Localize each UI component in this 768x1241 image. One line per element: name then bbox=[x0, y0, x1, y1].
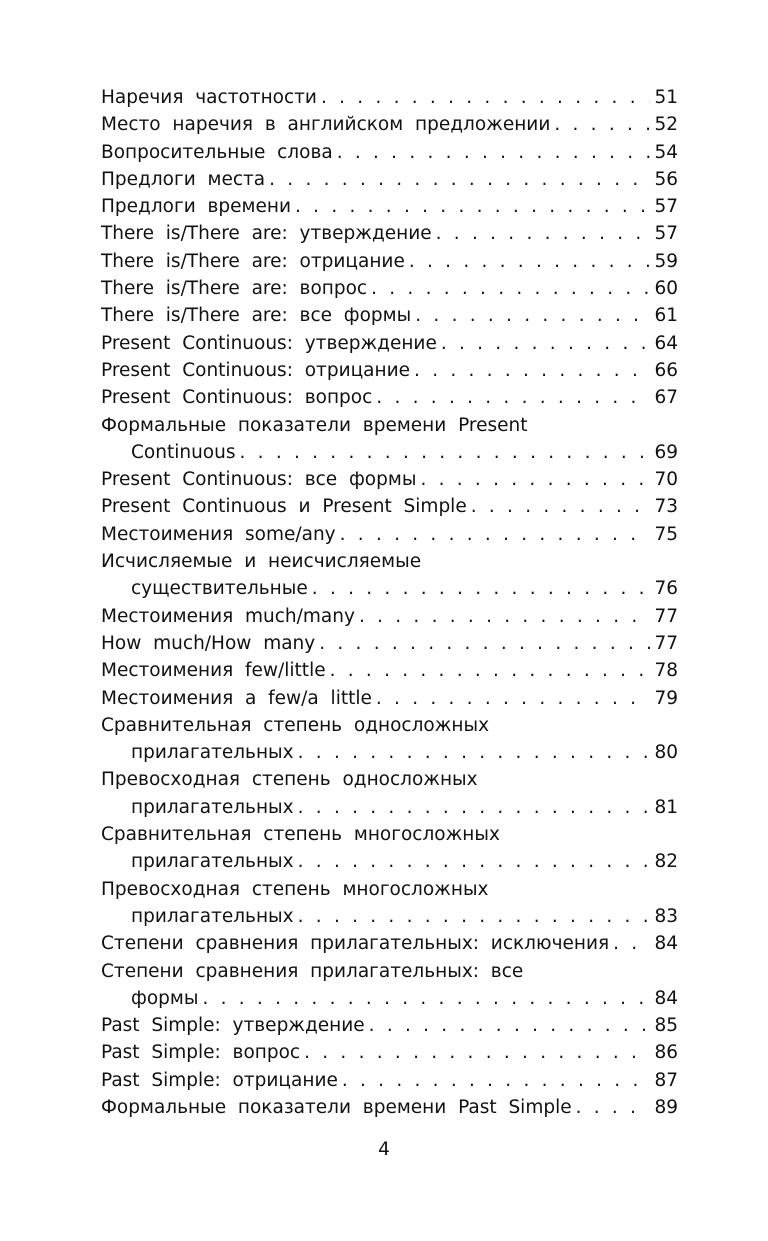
toc-entry bbox=[101, 412, 678, 439]
toc-entry bbox=[101, 958, 678, 985]
dot-leader bbox=[436, 220, 650, 247]
toc-entry-page: 60 bbox=[654, 278, 678, 300]
dot-leader bbox=[371, 275, 650, 302]
toc-entry-title: Вопросительные слова bbox=[101, 141, 333, 163]
toc-entry-page: 82 bbox=[654, 851, 678, 873]
toc-entry-page: 70 bbox=[654, 469, 678, 491]
toc-entry-page: 61 bbox=[654, 305, 678, 327]
toc-entry-title: существительные bbox=[131, 578, 308, 600]
toc-entry bbox=[101, 193, 678, 220]
toc-entry bbox=[101, 548, 678, 575]
toc-entry-title: Исчисляемые и неисчисляемые bbox=[101, 551, 422, 573]
toc-entry-title: Местоимения much/many bbox=[101, 605, 355, 627]
dot-leader bbox=[415, 302, 650, 329]
toc-entry-page: 79 bbox=[654, 687, 678, 709]
toc-entry bbox=[101, 685, 678, 712]
dot-leader bbox=[202, 985, 650, 1012]
toc-entry-title: прилагательных bbox=[131, 905, 294, 927]
table-of-contents bbox=[101, 84, 678, 1121]
toc-entry bbox=[101, 439, 678, 466]
toc-entry bbox=[101, 493, 678, 520]
toc-entry-title: Местоимения some/any bbox=[101, 523, 336, 545]
dot-leader bbox=[319, 630, 650, 657]
toc-entry-title: Формальные показатели времени Past Simple bbox=[101, 1096, 572, 1118]
toc-entry bbox=[101, 876, 678, 903]
toc-entry bbox=[101, 84, 678, 111]
toc-entry-page: 87 bbox=[654, 1069, 678, 1091]
dot-leader bbox=[342, 1067, 650, 1094]
toc-entry-page: 85 bbox=[654, 1015, 678, 1037]
toc-entry bbox=[101, 903, 678, 930]
toc-entry bbox=[101, 139, 678, 166]
toc-entry bbox=[101, 603, 678, 630]
toc-entry bbox=[101, 248, 678, 275]
toc-entry-page: 86 bbox=[654, 1042, 678, 1064]
toc-entry-title: Past Simple: утверждение bbox=[101, 1015, 365, 1037]
toc-entry-title: How much/How many bbox=[101, 632, 316, 654]
dot-leader bbox=[330, 657, 650, 684]
toc-entry-title: There is/There are: утверждение bbox=[101, 223, 432, 245]
dot-leader bbox=[340, 521, 650, 548]
toc-entry-page: 84 bbox=[654, 933, 678, 955]
toc-entry-page: 54 bbox=[654, 141, 678, 163]
dot-leader bbox=[298, 794, 650, 821]
toc-entry bbox=[101, 766, 678, 793]
dot-leader bbox=[298, 739, 650, 766]
toc-entry bbox=[101, 466, 678, 493]
toc-entry-title: Превосходная степень односложных bbox=[101, 769, 478, 791]
toc-entry-page: 51 bbox=[654, 87, 678, 108]
toc-entry-page: 56 bbox=[654, 168, 678, 190]
dot-leader bbox=[269, 166, 650, 193]
dot-leader bbox=[409, 248, 650, 275]
toc-entry-page: 89 bbox=[654, 1096, 678, 1118]
toc-entry-title: Present Continuous: отрицание bbox=[101, 359, 411, 381]
dot-leader bbox=[359, 603, 650, 630]
toc-entry-title: Степени сравнения прилагательных: все bbox=[101, 960, 524, 982]
dot-leader bbox=[376, 685, 650, 712]
toc-entry bbox=[101, 166, 678, 193]
toc-entry-title: Предлоги времени bbox=[101, 196, 291, 218]
dot-leader bbox=[321, 84, 650, 111]
toc-entry bbox=[101, 794, 678, 821]
dot-leader bbox=[298, 903, 650, 930]
toc-entry-title: There is/There are: вопрос bbox=[101, 278, 368, 300]
toc-entry-page: 84 bbox=[654, 987, 678, 1009]
dot-leader bbox=[376, 384, 650, 411]
toc-entry bbox=[101, 384, 678, 411]
toc-entry-title: Превосходная степень многосложных bbox=[101, 878, 489, 900]
toc-entry bbox=[101, 739, 678, 766]
toc-entry-title: Present Continuous: вопрос bbox=[101, 387, 373, 409]
toc-entry-page: 57 bbox=[654, 196, 678, 218]
toc-entry-title: Present Continuous: утверждение bbox=[101, 332, 437, 354]
toc-entry-page: 77 bbox=[654, 632, 678, 654]
toc-entry-title: Сравнительная степень односложных bbox=[101, 714, 490, 736]
toc-entry-page: 80 bbox=[654, 742, 678, 764]
toc-entry-page: 77 bbox=[654, 605, 678, 627]
toc-entry-title: Past Simple: вопрос bbox=[101, 1042, 301, 1064]
toc-entry bbox=[101, 1067, 678, 1094]
toc-entry-title: прилагательных bbox=[131, 851, 294, 873]
dot-leader bbox=[295, 193, 650, 220]
dot-leader bbox=[304, 1039, 650, 1066]
toc-entry-page: 76 bbox=[654, 578, 678, 600]
toc-entry-title: Степени сравнения прилагательных: исключения bbox=[101, 933, 610, 955]
toc-entry bbox=[101, 357, 678, 384]
toc-entry-page: 81 bbox=[654, 796, 678, 818]
dot-leader bbox=[369, 1012, 650, 1039]
dot-leader bbox=[576, 1094, 650, 1121]
toc-entry bbox=[101, 630, 678, 657]
toc-entry-title: формы bbox=[131, 987, 199, 1009]
toc-entry-title: Предлоги места bbox=[101, 168, 266, 190]
toc-entry bbox=[101, 220, 678, 247]
toc-entry-title: Наречия частотности bbox=[101, 87, 317, 108]
toc-entry-page: 73 bbox=[654, 496, 678, 518]
toc-entry-page: 83 bbox=[654, 905, 678, 927]
toc-entry-page: 52 bbox=[654, 114, 678, 136]
toc-entry-title: Present Continuous и Present Simple bbox=[101, 496, 467, 518]
toc-entry bbox=[101, 1094, 678, 1121]
toc-entry-page: 67 bbox=[654, 387, 678, 409]
dot-leader bbox=[441, 330, 650, 357]
toc-entry-title: Сравнительная степень многосложных bbox=[101, 824, 500, 846]
toc-entry-page: 64 bbox=[654, 332, 678, 354]
toc-entry-page: 57 bbox=[654, 223, 678, 245]
toc-entry bbox=[101, 575, 678, 602]
toc-entry bbox=[101, 330, 678, 357]
toc-entry-page: 59 bbox=[654, 250, 678, 272]
toc-entry-page: 75 bbox=[654, 523, 678, 545]
toc-entry-title: Present Continuous: все формы bbox=[101, 469, 417, 491]
toc-entry bbox=[101, 302, 678, 329]
toc-entry-title: Местоимения a few/a little bbox=[101, 687, 372, 709]
dot-leader bbox=[471, 493, 650, 520]
dot-leader bbox=[298, 848, 650, 875]
dot-leader bbox=[420, 466, 650, 493]
toc-entry bbox=[101, 1012, 678, 1039]
toc-entry-title: Continuous bbox=[131, 441, 236, 463]
toc-entry-title: Формальные показатели времени Present bbox=[101, 414, 528, 436]
toc-entry bbox=[101, 111, 678, 138]
toc-entry bbox=[101, 657, 678, 684]
dot-leader bbox=[312, 575, 650, 602]
toc-entry bbox=[101, 521, 678, 548]
toc-entry-page: 69 bbox=[654, 441, 678, 463]
toc-entry bbox=[101, 1039, 678, 1066]
toc-entry-title: There is/There are: отрицание bbox=[101, 250, 405, 272]
dot-leader bbox=[240, 439, 651, 466]
toc-entry bbox=[101, 821, 678, 848]
page-number: 4 bbox=[378, 1139, 390, 1160]
toc-entry-title: There is/There are: все формы bbox=[101, 305, 412, 327]
dot-leader bbox=[554, 111, 650, 138]
toc-entry-title: Местоимения few/little bbox=[101, 660, 326, 682]
toc-entry bbox=[101, 985, 678, 1012]
dot-leader bbox=[613, 930, 650, 957]
toc-entry bbox=[101, 848, 678, 875]
dot-leader bbox=[414, 357, 650, 384]
toc-entry-page: 66 bbox=[654, 359, 678, 381]
toc-entry-title: Место наречия в английском предложении bbox=[101, 114, 551, 136]
toc-entry bbox=[101, 930, 678, 957]
toc-entry-title: прилагательных bbox=[131, 742, 294, 764]
toc-entry bbox=[101, 712, 678, 739]
toc-entry-title: прилагательных bbox=[131, 796, 294, 818]
toc-entry bbox=[101, 275, 678, 302]
toc-entry-title: Past Simple: отрицание bbox=[101, 1069, 338, 1091]
dot-leader bbox=[337, 139, 650, 166]
toc-entry-page: 78 bbox=[654, 660, 678, 682]
